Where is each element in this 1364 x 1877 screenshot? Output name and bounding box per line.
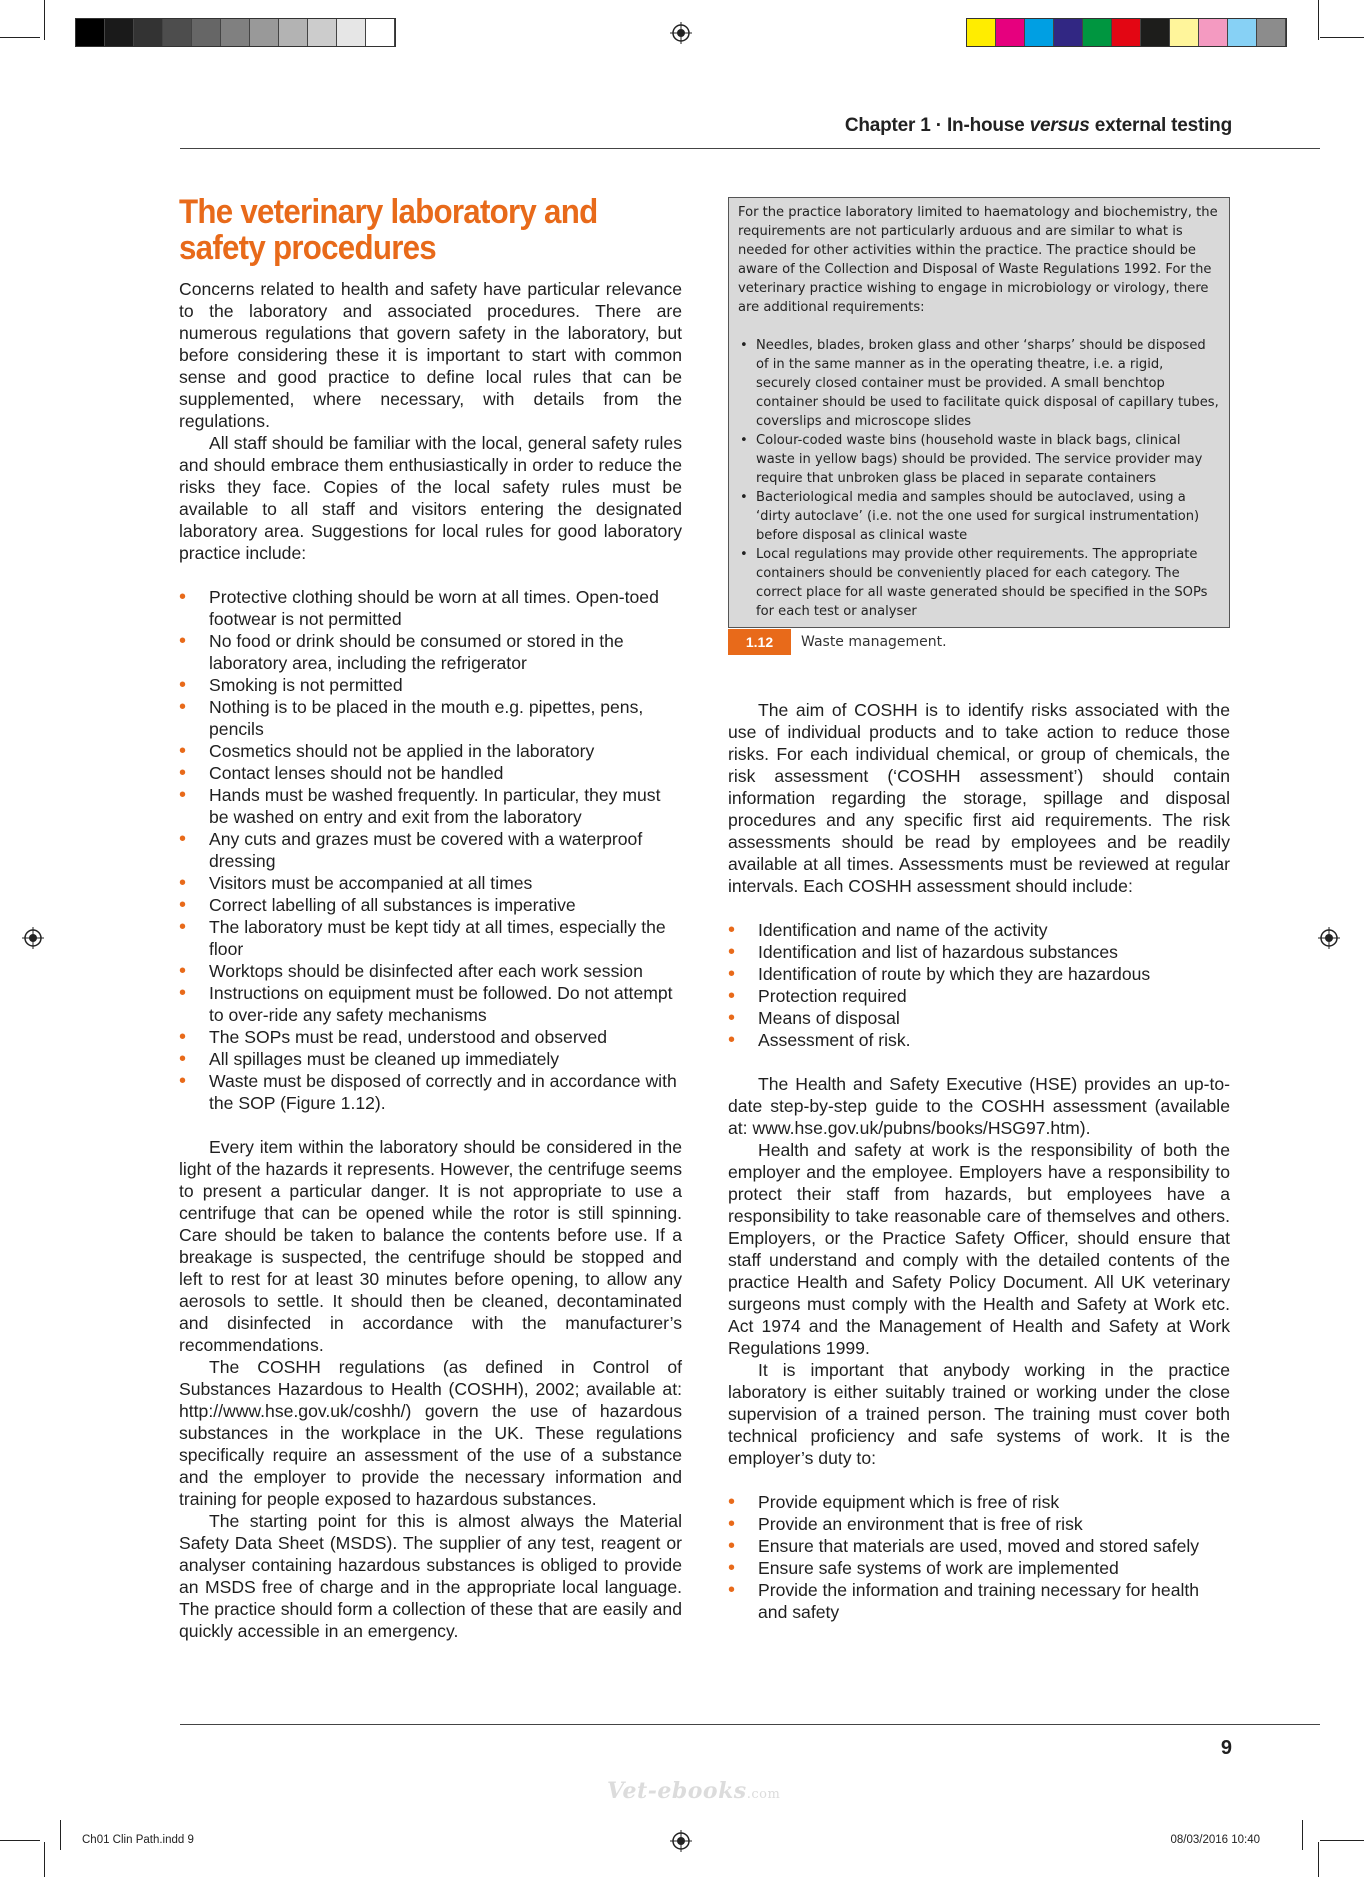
color-swatch <box>1112 19 1141 46</box>
coshh-assessment-list <box>728 919 1230 1051</box>
rule-item: • Cosmetics should not be applied in the laboratory <box>179 740 682 762</box>
box-list-item: • Bacteriological media and samples should be autoclaved, using a ‘dirty autoclave’ (i.e. not the one used for surgical instrumentation) before disposal as clinical waste <box>738 488 1220 545</box>
chapter-prefix: Chapter 1 · In-house <box>844 115 1030 136</box>
color-swatch <box>337 19 366 46</box>
rule-item: • The laboratory must be kept tidy at all times, especially the floor <box>179 916 682 960</box>
color-swatch <box>996 19 1025 46</box>
watermark <box>607 1778 780 1804</box>
registration-mark-icon <box>1318 927 1340 949</box>
color-swatch <box>967 19 996 46</box>
heading-line-1: The veterinary laboratory and <box>179 193 598 231</box>
paragraph: The starting point for this is almost always the Material Safety Data Sheet (MSDS). The supplier of any test, reagent or analyser containing hazardous substances is obliged to provide an MSDS free of charge and in the appropriate local language. The practice should form a collection of these that are easily and quickly accessible in an emergency. <box>179 1511 682 1641</box>
rule-item: • Correct labelling of all substances is imperative <box>179 894 682 916</box>
watermark-text: Vet-ebooks <box>607 1778 747 1804</box>
assessment-item: • Assessment of risk. <box>728 1029 1230 1051</box>
registration-mark-icon <box>670 1830 692 1852</box>
color-swatch <box>163 19 192 46</box>
color-swatch <box>134 19 163 46</box>
paragraph: Every item within the laboratory should be considered in the light of the hazards it represents. However, the centrifuge seems to present a particular danger. It is not appropriate to use a centrifuge that can be opened while the rotor is still spinning. Care should be taken to balance the contents before use. If a breakage is suspected, the centrifuge should be stopped and left to rest for at least 30 minutes before opening, to allow any aerosols to settle. It should then be cleaned, decontaminated and disinfected in accordance with the manufacturer’s recommendations. <box>179 1137 682 1355</box>
box-list-item: • Local regulations may provide other requirements. The appropriate containers should be conveniently placed for each category. The correct place for all waste generated should be specified in the SOPs for each test or analyser <box>738 545 1220 621</box>
header-rule <box>180 148 1320 149</box>
figure-number-badge: 1.12 <box>728 629 791 655</box>
rule-item: • Worktops should be disinfected after each work session <box>179 960 682 982</box>
chapter-suffix: external testing <box>1089 115 1232 136</box>
registration-mark-icon <box>670 22 692 44</box>
rule-item: • The SOPs must be read, understood and observed <box>179 1026 682 1048</box>
paragraph: The COSHH regulations (as defined in Control of Substances Hazardous to Health (COSHH), 2002; available at: http://www.hse.gov.uk/coshh/) govern the use of hazardous substances in the workplace in the UK. These regulations specifically require an assessment of the use of a substance and the employer to provide the necessary information and training for people exposed to hazardous substances. <box>179 1357 682 1509</box>
grayscale-color-bar <box>75 18 396 47</box>
color-swatch <box>1228 19 1257 46</box>
lab-rules-list <box>179 586 682 1114</box>
crop-mark <box>1318 1842 1319 1877</box>
crop-mark <box>0 37 40 38</box>
footer-rule <box>180 1724 1320 1725</box>
color-swatch <box>221 19 250 46</box>
color-swatch <box>308 19 337 46</box>
duty-item: • Provide an environment that is free of risk <box>728 1513 1230 1535</box>
assessment-item: • Identification and list of hazardous substances <box>728 941 1230 963</box>
rule-item: • Visitors must be accompanied at all times <box>179 872 682 894</box>
duty-item: • Provide equipment which is free of risk <box>728 1491 1230 1513</box>
color-swatch <box>279 19 308 46</box>
heading-line-2: safety procedures <box>179 229 436 267</box>
crop-mark <box>1318 0 1319 40</box>
paragraph: The Health and Safety Executive (HSE) provides an up-to-date step-by-step guide to the COSHH assessment (available at: www.hse.gov.uk/pubns/books/HSG97.htm). <box>728 1074 1230 1138</box>
assessment-item: • Protection required <box>728 985 1230 1007</box>
rule-item: • Instructions on equipment must be followed. Do not attempt to over-ride any safety mechanisms <box>179 982 682 1026</box>
color-swatch <box>366 19 395 46</box>
rule-item: • No food or drink should be consumed or stored in the laboratory area, including the refrigerator <box>179 630 682 674</box>
paragraph: Health and safety at work is the responsibility of both the employer and the employee. Employers have a responsibility to protect their staff from hazards, but employees have a responsibility to take reasonable care of themselves and others. Employers, or the Practice Safety Officer, should ensure that staff understand and comply with the detailed contents of the practice Health and Safety Policy Document. All UK veterinary surgeons must comply with the Health and Safety at Work etc. Act 1974 and the Management of Health and Safety at Work Regulations 1999. <box>728 1140 1230 1358</box>
process-color-bar <box>966 18 1287 47</box>
box-list-item: • Colour-coded waste bins (household waste in black bags, clinical waste in yellow bags) should be provided. The service provider may require that unbroken glass be placed in separate containers <box>738 431 1220 488</box>
color-swatch <box>1170 19 1199 46</box>
box-list <box>738 336 1220 621</box>
rule-item: • Any cuts and grazes must be covered with a waterproof dressing <box>179 828 682 872</box>
figure-caption: Waste management. <box>801 634 947 650</box>
assessment-item: • Identification of route by which they are hazardous <box>728 963 1230 985</box>
color-swatch <box>105 19 134 46</box>
color-swatch <box>1025 19 1054 46</box>
running-header <box>845 115 1232 137</box>
crop-mark <box>44 1842 45 1877</box>
crop-mark <box>0 1840 40 1841</box>
rule-item: • Contact lenses should not be handled <box>179 762 682 784</box>
slug-file-name: Ch01 Clin Path.indd 9 <box>82 1834 194 1846</box>
assessment-item: • Means of disposal <box>728 1007 1230 1029</box>
crop-mark <box>44 0 45 40</box>
waste-management-box <box>728 197 1230 628</box>
left-column <box>179 194 682 1642</box>
duty-item: • Provide the information and training necessary for health and safety <box>728 1579 1230 1623</box>
color-swatch <box>1054 19 1083 46</box>
crop-mark <box>60 1820 61 1850</box>
watermark-suffix: .com <box>746 1787 781 1802</box>
paragraph: It is important that anybody working in the practice laboratory is either suitably trained or working under the close supervision of a trained person. The training must cover both technical proficiency and safe systems of work. It is the employer’s duty to: <box>728 1360 1230 1468</box>
duty-item: • Ensure safe systems of work are implemented <box>728 1557 1230 1579</box>
chapter-italic: versus <box>1029 115 1090 136</box>
registration-mark-icon <box>22 927 44 949</box>
color-swatch <box>250 19 279 46</box>
crop-mark <box>1302 1820 1303 1850</box>
rule-item: • Hands must be washed frequently. In particular, they must be washed on entry and exit from the laboratory <box>179 784 682 828</box>
rule-item: • Smoking is not permitted <box>179 674 682 696</box>
color-swatch <box>1199 19 1228 46</box>
box-list-item: • Needles, blades, broken glass and other ‘sharps’ should be disposed of in the same manner as in the operating theatre, i.e. a rigid, securely closed container must be provided. A small benchtop container should be used to facilitate quick disposal of capillary tubes, coverslips and microscope slides <box>738 336 1220 431</box>
rule-item: • Nothing is to be placed in the mouth e.g. pipettes, pens, pencils <box>179 696 682 740</box>
color-swatch <box>1141 19 1170 46</box>
rule-item: • All spillages must be cleaned up immediately <box>179 1048 682 1070</box>
color-swatch <box>76 19 105 46</box>
color-swatch <box>1257 19 1286 46</box>
box-intro: For the practice laboratory limited to haematology and biochemistry, the requirements are not particularly arduous and are similar to what is needed for other activities within the practice. The practice should be aware of the Collection and Disposal of Waste Regulations 1992. For the veterinary practice wishing to engage in microbiology or virology, there are additional requirements: <box>738 205 1218 315</box>
slug-timestamp: 08/03/2016 10:40 <box>1170 1834 1260 1846</box>
crop-mark <box>1320 37 1364 38</box>
paragraph: The aim of COSHH is to identify risks associated with the use of individual products and to take action to reduce those risks. For each individual chemical, or group of chemicals, the risk assessment (‘COSHH assessment’) should contain information regarding the storage, spillage and disposal procedures and any specific first aid requirements. The risk assessments should be read by employees and be readily available at all times. Assessments must be reviewed at regular intervals. Each COSHH assessment should include: <box>728 700 1230 896</box>
color-swatch <box>192 19 221 46</box>
right-column <box>728 699 1230 1645</box>
rule-item: • Protective clothing should be worn at all times. Open-toed footwear is not permitted <box>179 586 682 630</box>
section-heading <box>179 194 642 266</box>
assessment-item: • Identification and name of the activity <box>728 919 1230 941</box>
duty-item: • Ensure that materials are used, moved and stored safely <box>728 1535 1230 1557</box>
employer-duties-list <box>728 1491 1230 1623</box>
crop-mark <box>1320 1840 1364 1841</box>
paragraph: All staff should be familiar with the local, general safety rules and should embrace them enthusiastically in order to reduce the risks they face. Copies of the local safety rules must be available to all staff and visitors entering the designated laboratory area. Suggestions for local rules for good laboratory practice include: <box>179 433 682 563</box>
rule-item: • Waste must be disposed of correctly and in accordance with the SOP (Figure 1.12). <box>179 1070 682 1114</box>
paragraph: Concerns related to health and safety have particular relevance to the laboratory and associated procedures. There are numerous regulations that govern safety in the laboratory, but before considering these it is important to start with common sense and good practice to define local rules that can be supplemented, where necessary, with details from the regulations. <box>179 279 682 431</box>
color-swatch <box>1083 19 1112 46</box>
page-number: 9 <box>1220 1737 1232 1759</box>
